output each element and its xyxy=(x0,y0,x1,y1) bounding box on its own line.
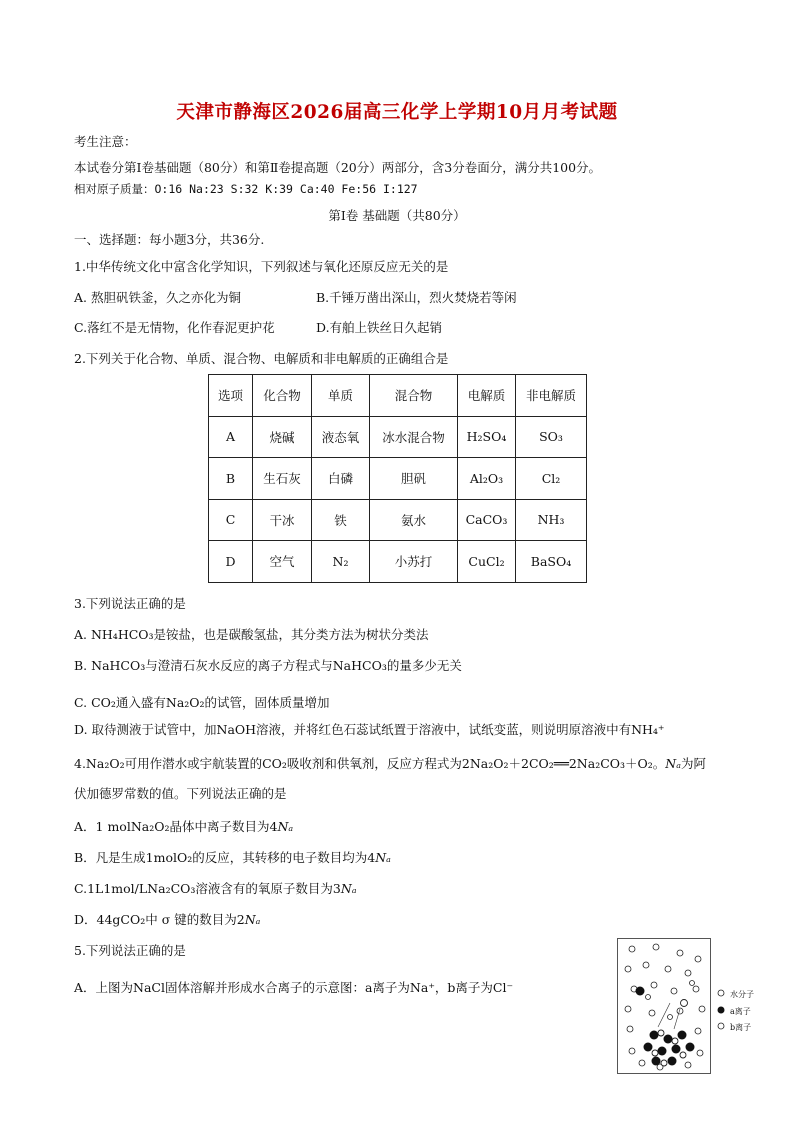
table-header-cell: 化合物 xyxy=(253,375,312,417)
q4-option-b: B．凡是生成1molO₂的反应，其转移的电子数目均为4Nₐ xyxy=(74,850,391,865)
table-cell: D xyxy=(209,541,253,583)
table-cell: 冰水混合物 xyxy=(370,416,458,458)
table-cell: 胆矾 xyxy=(370,458,458,500)
ion-b-icon xyxy=(716,1021,726,1031)
part-one-heading: 一、选择题：每小题3分，共36分. xyxy=(74,232,265,247)
table-cell: C xyxy=(209,499,253,541)
table-cell: A xyxy=(209,416,253,458)
table-cell: SO₃ xyxy=(516,416,587,458)
q1-stem: 1.中华传统文化中富含化学知识，下列叙述与氧化还原反应无关的是 xyxy=(74,259,449,274)
table-cell: 烧碱 xyxy=(253,416,312,458)
table-header-cell: 选项 xyxy=(209,375,253,417)
table-cell: CuCl₂ xyxy=(458,541,516,583)
notice-text: 本试卷分第Ⅰ卷基础题（80分）和第Ⅱ卷提高题（20分）两部分，含3分卷面分，满分共100分。 xyxy=(74,160,602,175)
legend-ion-a: a离子 xyxy=(730,1007,751,1016)
table-cell: Cl₂ xyxy=(516,458,587,500)
page-title: 天津市静海区2026届高三化学上学期10月月考试题 xyxy=(176,102,618,123)
q4-stem-line1: 4.Na₂O₂可用作潜水或宇航装置的CO₂吸收剂和供氧剂，反应方程式为2Na₂O₂＋2CO₂══2Na₂CO₃＋O₂。Nₐ为阿 xyxy=(74,756,706,771)
nacl-dissolution-figure xyxy=(617,938,711,1074)
table-cell: B xyxy=(209,458,253,500)
q4-stem-line2: 伏加德罗常数的值。下列说法正确的是 xyxy=(74,786,287,801)
water-molecule-icon xyxy=(716,988,726,998)
table-cell: 液态氧 xyxy=(312,416,370,458)
q5-stem: 5.下列说法正确的是 xyxy=(74,943,186,958)
table-cell: Al₂O₃ xyxy=(458,458,516,500)
section-title: 第Ⅰ卷 基础题（共80分） xyxy=(328,208,466,223)
q5-option-a: A．上图为NaCl固体溶解并形成水合离子的示意图：a离子为Na⁺，b离子为Cl⁻ xyxy=(74,980,514,995)
table-cell: 铁 xyxy=(312,499,370,541)
table-row xyxy=(209,416,587,458)
q2-stem: 2.下列关于化合物、单质、混合物、电解质和非电解质的正确组合是 xyxy=(74,351,449,366)
q3-option-b: B. NaHCO₃与澄清石灰水反应的离子方程式与NaHCO₃的量多少无关 xyxy=(74,658,462,673)
table-cell: BaSO₄ xyxy=(516,541,587,583)
q2-table xyxy=(208,374,587,583)
table-cell: 空气 xyxy=(253,541,312,583)
q4-option-c: C.1L1mol/LNa₂CO₃溶液含有的氧原子数目为3Nₐ xyxy=(74,881,357,896)
legend-ion-b: b离子 xyxy=(730,1023,752,1032)
table-cell: 小苏打 xyxy=(370,541,458,583)
notice-label: 考生注意： xyxy=(74,134,137,149)
atomic-mass: 相对原子质量：O:16 Na:23 S:32 K:39 Ca:40 Fe:56 I:127 xyxy=(74,182,418,196)
table-cell: N₂ xyxy=(312,541,370,583)
q3-option-c: C. CO₂通入盛有Na₂O₂的试管，固体质量增加 xyxy=(74,695,330,710)
table-header-row xyxy=(209,375,587,417)
table-row xyxy=(209,541,587,583)
q1-option-d: D.有舶上铁丝日久起销 xyxy=(316,320,443,335)
table-header-cell: 混合物 xyxy=(370,375,458,417)
q4-option-d: D．44gCO₂中 σ 键的数目为2Nₐ xyxy=(74,912,261,927)
table-header-cell: 电解质 xyxy=(458,375,516,417)
table-cell: 干冰 xyxy=(253,499,312,541)
q3-option-d: D. 取待测液于试管中，加NaOH溶液，并将红色石蕊试纸置于溶液中，试纸变蓝，则说明原溶液中有NH₄⁺ xyxy=(74,722,665,737)
table-cell: 白磷 xyxy=(312,458,370,500)
table-header-cell: 单质 xyxy=(312,375,370,417)
table-row xyxy=(209,499,587,541)
table-cell: 生石灰 xyxy=(253,458,312,500)
table-cell: 氨水 xyxy=(370,499,458,541)
q3-stem: 3.下列说法正确的是 xyxy=(74,596,186,611)
table-row xyxy=(209,458,587,500)
table-header-cell: 非电解质 xyxy=(516,375,587,417)
q1-option-b: B.千锤万凿出深山，烈火焚烧若等闲 xyxy=(316,290,517,305)
table-cell: CaCO₃ xyxy=(458,499,516,541)
legend-water: 水分子 xyxy=(730,990,754,999)
molecule-diagram xyxy=(618,939,710,1073)
q3-option-a: A. NH₄HCO₃是铵盐，也是碳酸氢盐，其分类方法为树状分类法 xyxy=(74,627,429,642)
q4-option-a: A．1 molNa₂O₂晶体中离子数目为4Nₐ xyxy=(74,819,294,834)
na-symbol: Nₐ xyxy=(665,756,681,771)
ion-a-icon xyxy=(716,1005,726,1015)
q1-option-c: C.落红不是无情物，化作春泥更护花 xyxy=(74,320,275,335)
table-cell: NH₃ xyxy=(516,499,587,541)
q1-option-a: A. 熬胆矾铁釜，久之亦化为铜 xyxy=(74,290,241,305)
table-cell: H₂SO₄ xyxy=(458,416,516,458)
